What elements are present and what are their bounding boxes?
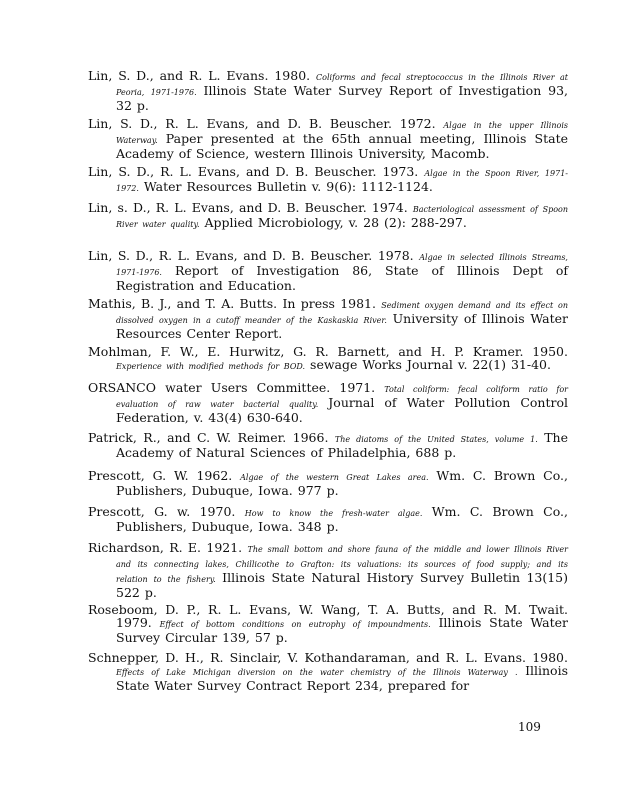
- ref-year: 1980.: [274, 67, 311, 83]
- ref-authors: Mathis, B. J., and T. A. Butts.: [88, 295, 278, 311]
- ref-authors: Prescott, G. W.: [88, 467, 189, 483]
- ref-year: 1970.: [199, 503, 236, 519]
- ref-title: Algae in the Spoon River, 1971-1972.: [116, 168, 568, 193]
- ref-year: 1950.: [532, 343, 568, 359]
- reference-entry: [88, 345, 568, 373]
- ref-authors: Lin, S. D., R. L. Evans, and D. B. Beuscher.: [88, 115, 392, 131]
- ref-authors: Patrick, R., and C. W. Reimer.: [88, 429, 287, 445]
- ref-year: 1971.: [339, 379, 376, 395]
- ref-title: The diatoms of the United States, volume 1.: [334, 434, 538, 444]
- ref-authors: Roseboom, D. P., R. L. Evans, W. Wang, T. A. Butts, and R. M. Twait.: [88, 601, 568, 617]
- ref-title: How to know the fresh-water algae.: [244, 508, 423, 518]
- reference-entry: [88, 117, 568, 160]
- ref-authors: Lin, S. D., and R. L. Evans.: [88, 67, 269, 83]
- ref-authors: Lin, S. D., R. L. Evans, and D. B. Beuscher.: [88, 247, 373, 263]
- ref-title: Algae in the upper Illinois Waterway.: [116, 120, 568, 145]
- ref-title: Effects of Lake Michigan diversion on the water chemistry of the Illinois Waterway .: [116, 667, 518, 677]
- reference-entry: [88, 505, 568, 533]
- ref-source: Journal of Water Pollution Control Federation, v. 43(4) 630-640.: [116, 394, 568, 425]
- ref-authors: Lin, S. D., R. L. Evans, and D. B. Beuscher.: [88, 163, 377, 179]
- ref-source: Paper presented at the 65th annual meeting, Illinois State Academy of Science, western Illinois University, Macomb.: [116, 130, 568, 161]
- ref-source: Wm. C. Brown Co., Publishers, Dubuque, Iowa. 348 p.: [116, 503, 568, 534]
- ref-source: Water Resources Bulletin v. 9(6): 1112-1124.: [143, 178, 433, 194]
- ref-authors: Lin, s. D., R. L. Evans, and D. B. Beuscher.: [88, 199, 367, 215]
- ref-year: 1921.: [206, 539, 243, 555]
- ref-year: 1966.: [292, 429, 329, 445]
- ref-title: Sediment oxygen demand and its effect on dissolved oxygen in a cutoff meander of the Kaskaskia River.: [116, 300, 568, 325]
- reference-entry: [88, 201, 568, 231]
- page-number: 109: [518, 720, 541, 734]
- ref-title: Bacteriological assessment of Spoon River water quality.: [116, 204, 568, 229]
- ref-title: Algae of the western Great Lakes area.: [240, 472, 429, 482]
- reference-entry: [88, 381, 568, 424]
- ref-year: 1979.: [116, 614, 152, 630]
- reference-entry: [88, 651, 568, 692]
- ref-authors: Prescott, G. w.: [88, 503, 191, 519]
- ref-authors: Mohlman, F. W., E. Hurwitz, G. R. Barnett, and H. P. Kramer.: [88, 343, 524, 359]
- ref-year: 1978.: [377, 247, 414, 263]
- ref-year: 1972.: [399, 115, 436, 131]
- ref-source: Illinois State Natural History Survey Bulletin 13(15) 522 p.: [116, 569, 569, 600]
- reference-entry: [88, 249, 568, 292]
- ref-source: University of Illinois Water Resources Center Report.: [116, 310, 568, 341]
- ref-title: Experience with modified methods for BOD.: [116, 361, 306, 371]
- reference-entry: [88, 297, 568, 340]
- ref-year: In press 1981.: [282, 295, 376, 311]
- ref-authors: ORSANCO water Users Committee.: [88, 379, 331, 395]
- ref-source: sewage Works Journal v. 22(1) 31-40.: [310, 356, 551, 372]
- ref-source: The Academy of Natural Sciences of Philadelphia, 688 p.: [116, 429, 568, 460]
- ref-title: Algae in selected Illinois Streams, 1971-1976.: [116, 252, 568, 277]
- reference-entry: [88, 469, 568, 497]
- ref-source: Illinois State Water Survey Report of Investigation 93, 32 p.: [116, 82, 568, 113]
- ref-title: Total coliform: fecal coliform ratio for evaluation of raw water bacterial quality.: [116, 384, 568, 409]
- reference-entry: [88, 541, 568, 599]
- ref-year: 1962.: [196, 467, 233, 483]
- ref-source: Wm. C. Brown Co., Publishers, Dubuque, Iowa. 977 p.: [116, 467, 568, 498]
- reference-entry: [88, 69, 568, 112]
- reference-entry: [88, 603, 568, 644]
- ref-source: Illinois State Water Survey Contract Report 234, prepared for: [116, 662, 568, 693]
- reference-entry: [88, 431, 568, 459]
- ref-year: 1980.: [532, 649, 568, 665]
- ref-title: Coliforms and fecal streptococcus in the Illinois River at Peoria, 1971-1976.: [116, 72, 568, 97]
- ref-year: 1973.: [382, 163, 419, 179]
- ref-title: Effect of bottom conditions on eutrophy of impoundments.: [159, 619, 431, 629]
- ref-title: The small bottom and shore fauna of the middle and lower Illinois River and its connecting lakes, Chillicothe to Grafton: its valuations: its sources of food supply; and its relation to the fishery.: [116, 544, 568, 584]
- ref-source: Report of Investigation 86, State of Illinois Dept of Registration and Education.: [116, 262, 569, 293]
- ref-source: Illinois State Water Survey Circular 139, 57 p.: [116, 614, 569, 645]
- ref-authors: Richardson, R. E.: [88, 539, 202, 555]
- reference-entry: [88, 165, 568, 195]
- ref-source: Applied Microbiology, v. 28 (2): 288-297.: [204, 214, 467, 230]
- ref-authors: Schnepper, D. H., R. Sinclair, V. Kothandaraman, and R. L. Evans.: [88, 649, 526, 665]
- ref-year: 1974.: [371, 199, 408, 215]
